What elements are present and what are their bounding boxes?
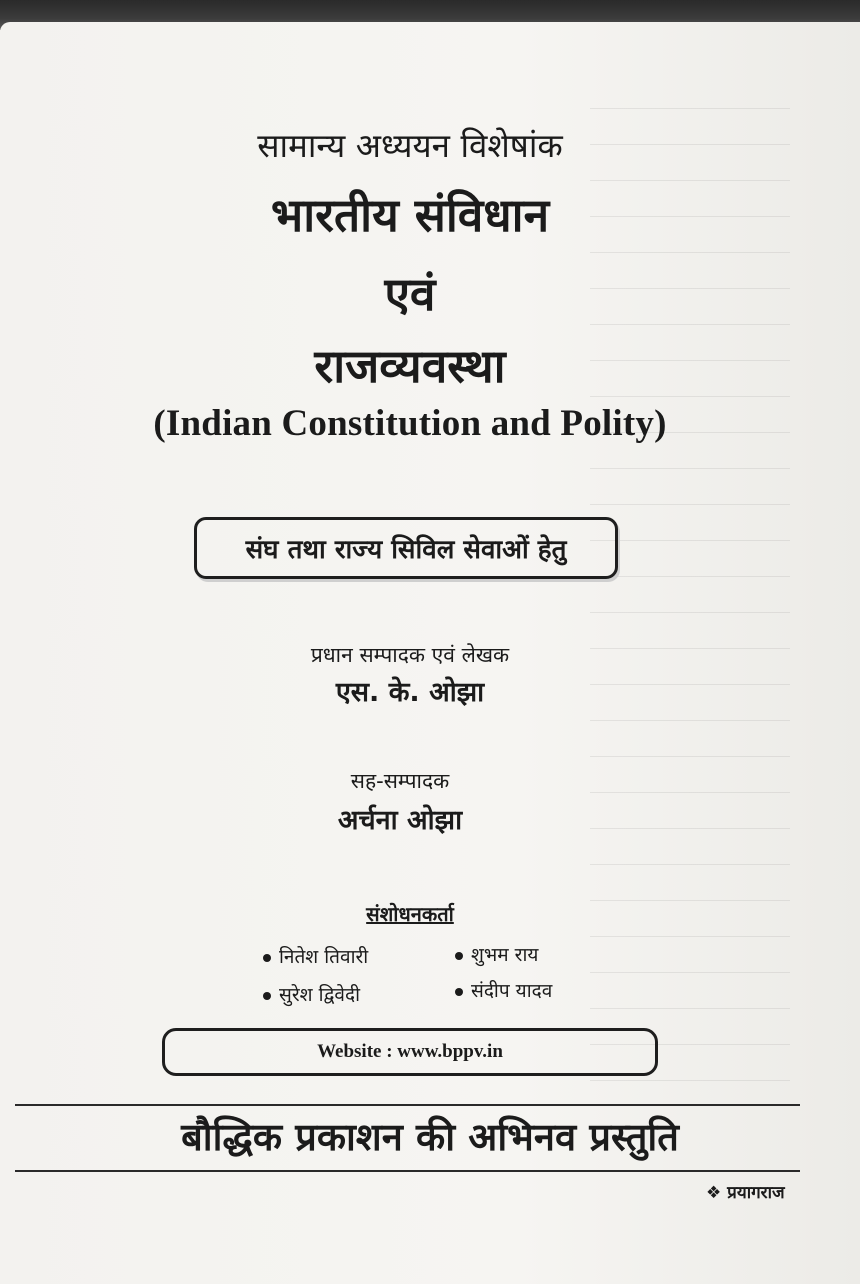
reviser-name: सुरेश द्विवेदी	[279, 984, 360, 1006]
reviser-name: शुभम राय	[471, 944, 539, 966]
bullet-icon	[455, 988, 463, 996]
reviser-item	[263, 981, 360, 1007]
publisher-tagline: बौद्धिक प्रकाशन की अभिनव प्रस्तुति	[181, 1115, 679, 1159]
co-editor-name: अर्चना ओझा	[337, 805, 463, 836]
reviser-item	[455, 941, 538, 967]
purpose-text: संघ तथा राज्य सिविल सेवाओं हेतु	[245, 535, 567, 565]
chief-editor-name: एस. के. ओझा	[335, 677, 485, 708]
reviser-item	[455, 977, 552, 1003]
english-title: (Indian Constitution and Polity)	[153, 403, 667, 444]
website-box	[162, 1028, 658, 1076]
website-text: Website : www.bppv.in	[317, 1041, 503, 1062]
divider	[15, 1104, 800, 1106]
bullet-icon	[263, 992, 271, 1000]
title-line-3: राजव्यवस्था	[314, 339, 506, 393]
title-line-1: भारतीय संविधान	[270, 188, 550, 242]
reviser-name: संदीप यादव	[471, 980, 553, 1002]
purpose-banner	[194, 517, 618, 579]
reviser-name: नितेश तिवारी	[279, 946, 369, 968]
revisers-label: संशोधनकर्ता	[366, 902, 454, 926]
chief-editor-label: प्रधान सम्पादक एवं लेखक	[310, 643, 510, 667]
divider	[15, 1170, 800, 1172]
bullet-icon	[455, 952, 463, 960]
bullet-icon	[263, 954, 271, 962]
reviser-item	[263, 943, 368, 969]
co-editor-label: सह-सम्पादक	[350, 769, 450, 793]
title-line-2: एवं	[384, 267, 436, 321]
series-label: सामान्य अध्ययन विशेषांक	[257, 126, 563, 165]
publisher-city: ❖ प्रयागराज	[706, 1183, 785, 1203]
